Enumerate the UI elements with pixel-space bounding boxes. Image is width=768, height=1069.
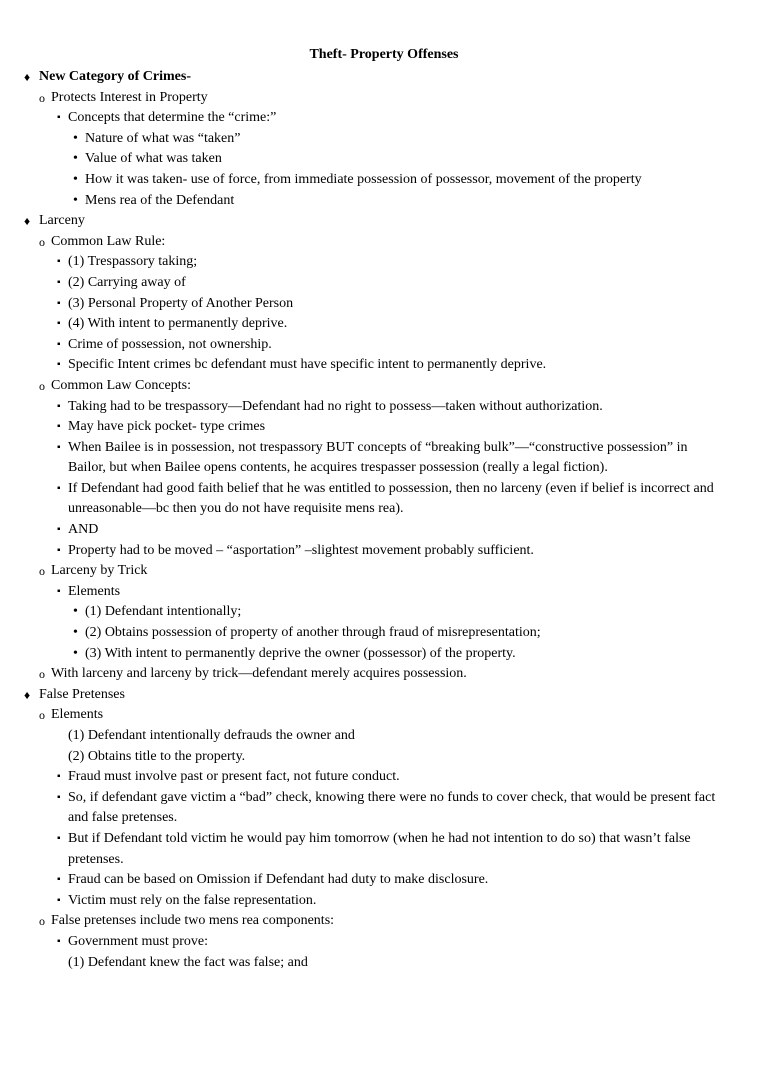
outline-item bbox=[0, 726, 768, 747]
outline-item-text: (3) With intent to permanently deprive the owner (possessor) of the property. bbox=[85, 645, 516, 661]
outline-item bbox=[0, 582, 768, 603]
square-bullet-icon: ▪ bbox=[57, 894, 61, 906]
dot-bullet-icon: • bbox=[73, 625, 78, 641]
square-bullet-icon: ▪ bbox=[57, 832, 61, 844]
outline-item bbox=[0, 705, 768, 726]
outline-item bbox=[0, 891, 768, 912]
outline-item-text: Fraud must involve past or present fact, not future conduct. bbox=[68, 769, 400, 785]
square-bullet-icon: ▪ bbox=[57, 441, 61, 453]
outline-item bbox=[0, 335, 768, 356]
dot-bullet-icon: • bbox=[73, 645, 78, 661]
square-bullet-icon: ▪ bbox=[57, 524, 61, 536]
outline-item-text: Elements bbox=[68, 583, 121, 599]
outline-item bbox=[0, 541, 768, 562]
square-bullet-icon: ▪ bbox=[57, 297, 61, 309]
outline-item-text: Government must prove: bbox=[68, 933, 208, 949]
dot-bullet-icon: • bbox=[73, 130, 78, 146]
outline-item-text: (1) Defendant intentionally defrauds the owner and bbox=[68, 728, 355, 743]
outline-item-text: Larceny bbox=[39, 213, 85, 229]
outline-item bbox=[0, 438, 728, 479]
square-bullet-icon: ▪ bbox=[57, 421, 61, 433]
outline-item bbox=[0, 479, 728, 520]
outline-item bbox=[0, 149, 768, 170]
outline-item-text: Crime of possession, not ownership. bbox=[68, 336, 272, 352]
outline-item bbox=[0, 520, 768, 541]
outline-item-text: May have pick pocket- type crimes bbox=[68, 419, 266, 435]
outline-item bbox=[0, 211, 768, 232]
outline-item bbox=[0, 273, 768, 294]
outline-item-text: Victim must rely on the false representation. bbox=[68, 892, 317, 908]
outline-item bbox=[0, 252, 768, 273]
square-bullet-icon: ▪ bbox=[57, 935, 61, 947]
square-bullet-icon: ▪ bbox=[57, 482, 61, 494]
square-bullet-icon: ▪ bbox=[57, 276, 61, 288]
outline-item-text: Common Law Rule: bbox=[51, 233, 166, 249]
outline-item-text: When Bailee is in possession, not trespassory BUT concepts of “breaking bulk”—“constructive possession” in Bailor, but when Bailee opens contents, he acquires trespasser possession (really a legal fiction). bbox=[68, 439, 688, 476]
outline-item-text: (4) With intent to permanently deprive. bbox=[68, 316, 288, 332]
outline-item-text: If Defendant had good faith belief that he was entitled to possession, then no larceny (even if belief is incorrect and unreasonable—bc then you do not have requisite mens rea). bbox=[68, 480, 714, 517]
square-bullet-icon: ▪ bbox=[57, 544, 61, 556]
outline-item bbox=[0, 644, 768, 665]
outline-list bbox=[0, 67, 768, 973]
square-bullet-icon: ▪ bbox=[57, 874, 61, 886]
dot-bullet-icon: • bbox=[73, 151, 78, 167]
outline-item bbox=[0, 314, 768, 335]
square-bullet-icon: ▪ bbox=[57, 338, 61, 350]
outline-item bbox=[0, 623, 768, 644]
diamond-bullet-icon: ♦ bbox=[24, 687, 31, 702]
square-bullet-icon: ▪ bbox=[57, 585, 61, 597]
dot-bullet-icon: • bbox=[73, 171, 78, 187]
outline-item bbox=[0, 170, 768, 191]
circle-bullet-icon: o bbox=[39, 667, 45, 682]
outline-item bbox=[0, 953, 768, 974]
outline-item-text: (2) Carrying away of bbox=[68, 274, 186, 290]
outline-item bbox=[0, 129, 768, 150]
square-bullet-icon: ▪ bbox=[57, 256, 61, 268]
circle-bullet-icon: o bbox=[39, 708, 45, 723]
circle-bullet-icon: o bbox=[39, 234, 45, 249]
square-bullet-icon: ▪ bbox=[57, 400, 61, 412]
outline-item-text: (1) Defendant knew the fact was false; and bbox=[68, 954, 308, 970]
outline-item-text: Protects Interest in Property bbox=[51, 89, 208, 105]
outline-item-text: False pretenses include two mens rea components: bbox=[51, 913, 335, 929]
outline-item bbox=[0, 602, 768, 623]
outline-item-text: Common Law Concepts: bbox=[51, 377, 191, 393]
outline-item bbox=[0, 788, 728, 829]
circle-bullet-icon: o bbox=[39, 914, 45, 929]
outline-item bbox=[0, 355, 768, 376]
square-bullet-icon: ▪ bbox=[57, 791, 61, 803]
outline-item bbox=[0, 561, 768, 582]
outline-item bbox=[0, 376, 768, 397]
outline-item-text: AND bbox=[68, 522, 99, 538]
square-bullet-icon: ▪ bbox=[57, 771, 61, 783]
outline-item bbox=[0, 664, 768, 685]
document-title: Theft- Property Offenses bbox=[309, 47, 459, 62]
outline-item bbox=[0, 767, 768, 788]
outline-item-text: New Category of Crimes- bbox=[39, 69, 191, 84]
diamond-bullet-icon: ♦ bbox=[24, 70, 31, 84]
outline-item-text: Fraud can be based on Omission if Defendant had duty to make disclosure. bbox=[68, 872, 489, 888]
outline-item-text: False Pretenses bbox=[39, 686, 125, 702]
circle-bullet-icon: o bbox=[39, 564, 45, 579]
circle-bullet-icon: o bbox=[39, 378, 45, 393]
square-bullet-icon: ▪ bbox=[57, 318, 61, 330]
outline-item-text: Larceny by Trick bbox=[51, 563, 148, 579]
outline-item bbox=[0, 685, 768, 706]
outline-item bbox=[0, 397, 768, 418]
outline-item-text: But if Defendant told victim he would pay him tomorrow (when he had not intention to do so) that wasn’t false pretenses. bbox=[68, 830, 691, 867]
outline-item bbox=[0, 829, 728, 870]
outline-item bbox=[0, 747, 768, 768]
outline-item-text: (1) Trespassory taking; bbox=[68, 254, 198, 270]
outline-item-text: With larceny and larceny by trick—defendant merely acquires possession. bbox=[51, 666, 467, 682]
outline-item-text: Concepts that determine the “crime:” bbox=[68, 110, 277, 126]
outline-item bbox=[0, 932, 768, 953]
outline-item-text: So, if defendant gave victim a “bad” check, knowing there were no funds to cover check, that would be present fact and false pretenses. bbox=[68, 789, 716, 826]
diamond-bullet-icon: ♦ bbox=[24, 214, 31, 229]
outline-item-text: Specific Intent crimes bc defendant must have specific intent to permanently deprive. bbox=[68, 357, 547, 373]
outline-item bbox=[0, 108, 768, 129]
square-bullet-icon: ▪ bbox=[57, 359, 61, 371]
outline-item-text: Elements bbox=[51, 707, 104, 723]
outline-item-text: Property had to be moved – “asportation” –slightest movement probably sufficient. bbox=[68, 542, 534, 558]
outline-item-text: How it was taken- use of force, from immediate possession of possessor, movement of the property bbox=[85, 171, 642, 187]
outline-item bbox=[0, 294, 768, 315]
dot-bullet-icon: • bbox=[73, 604, 78, 620]
outline-item-text: (2) Obtains title to the property. bbox=[68, 748, 246, 764]
outline-item-text: (1) Defendant intentionally; bbox=[85, 604, 242, 620]
outline-item bbox=[0, 67, 768, 88]
circle-bullet-icon: o bbox=[39, 90, 45, 105]
dot-bullet-icon: • bbox=[73, 192, 78, 208]
outline-item-text: (3) Personal Property of Another Person bbox=[68, 295, 294, 311]
outline-item bbox=[0, 870, 768, 891]
outline-item bbox=[0, 417, 768, 438]
outline-item bbox=[0, 88, 768, 109]
outline-item bbox=[0, 911, 768, 932]
outline-item bbox=[0, 232, 768, 253]
outline-item-text: Mens rea of the Defendant bbox=[85, 192, 235, 208]
outline-item-text: Taking had to be trespassory—Defendant had no right to possess—taken without authorization. bbox=[68, 398, 603, 414]
outline-item-text: Nature of what was “taken” bbox=[85, 130, 241, 146]
outline-item bbox=[0, 191, 768, 212]
square-bullet-icon: ▪ bbox=[57, 112, 61, 124]
outline-item-text: (2) Obtains possession of property of another through fraud of misrepresentation; bbox=[85, 625, 541, 641]
outline-item-text: Value of what was taken bbox=[85, 151, 222, 167]
document-page bbox=[0, 45, 768, 1069]
